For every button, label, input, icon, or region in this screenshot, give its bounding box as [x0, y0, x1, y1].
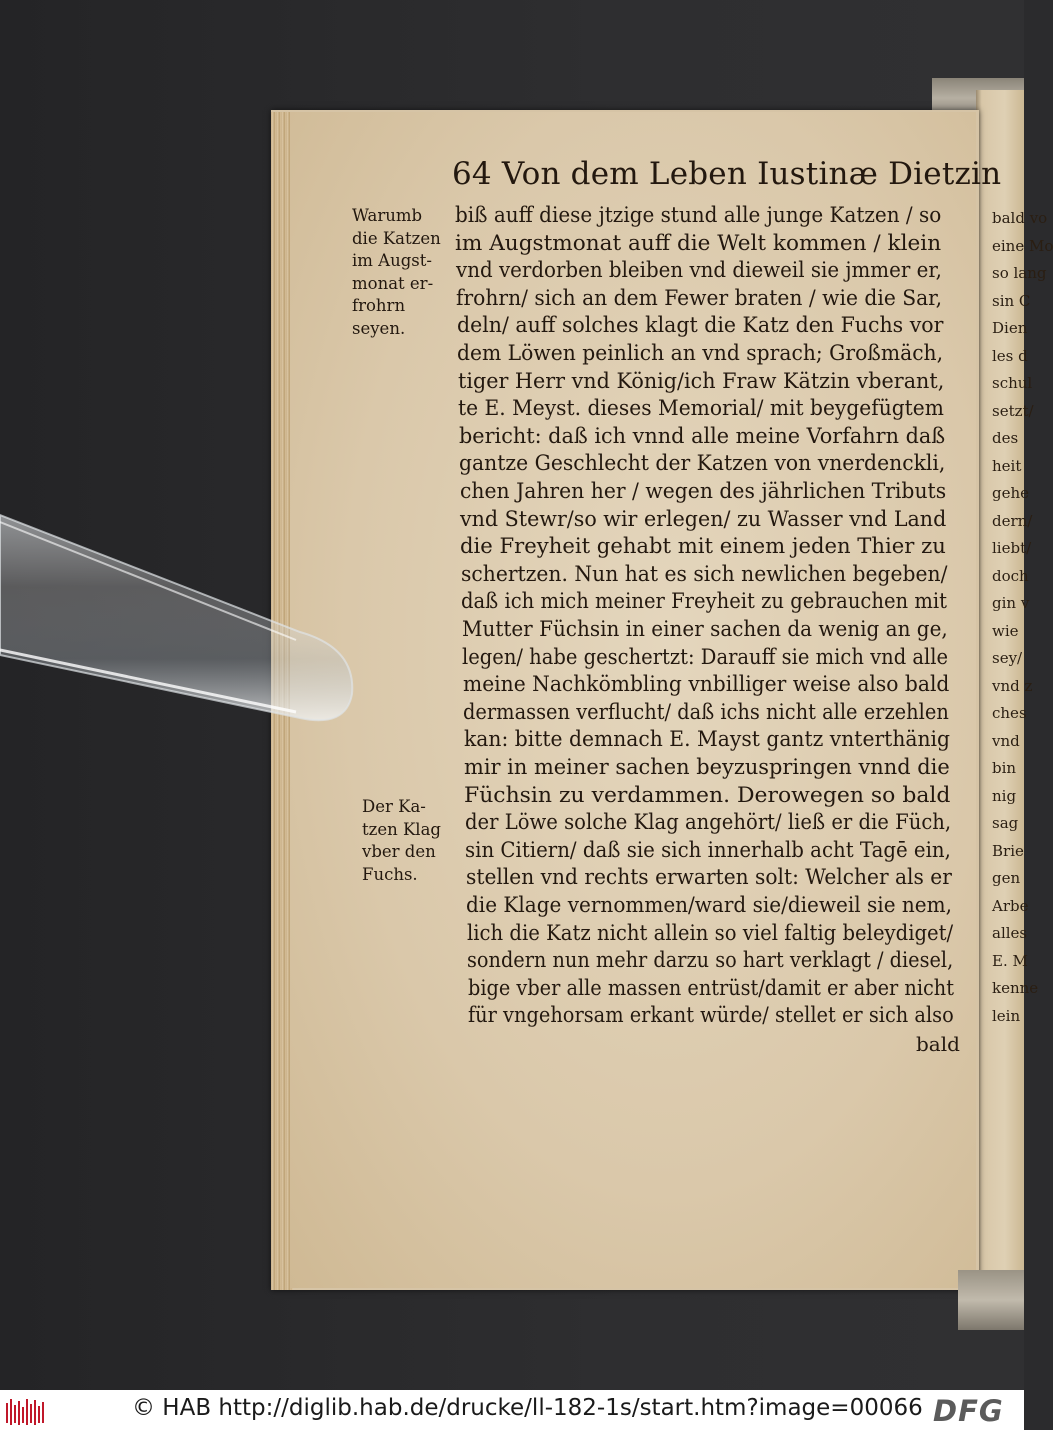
next-page-line: nig — [992, 786, 1017, 805]
text-line: stellen vnd rechts erwarten solt: Welcher als er — [465, 865, 952, 890]
margin-note-line: die Katzen — [352, 228, 441, 248]
dfg-logo: DFG — [933, 1394, 1004, 1428]
text-line: dermassen verflucht/ daß ichs nicht alle erzehlen — [463, 699, 949, 724]
text-line: die Freyheit gehabt mit einem jeden Thier zu — [460, 534, 947, 559]
next-page-line: bin — [992, 759, 1017, 777]
next-page-line: gin v — [992, 594, 1030, 612]
text-line: kan: bitte demnach E. Mayst gantz vnterthänig — [463, 727, 950, 752]
next-page-line: gen — [992, 869, 1021, 887]
catchword: bald — [916, 1032, 960, 1056]
text-line: sondern nun mehr darzu so hart verklagt / diesel, — [467, 948, 954, 973]
next-page-line: des — [992, 429, 1019, 447]
text-line: deln/ auff solches klagt die Katz den Fuchs vor — [456, 313, 944, 338]
next-page-line: sag — [992, 814, 1019, 832]
next-page-line: dern/ — [992, 511, 1033, 530]
text-line: legen/ habe geschertzt: Darauff sie mich vnd alle — [462, 644, 949, 669]
next-page-line: wie — [992, 621, 1019, 640]
text-line: im Augstmonat auff die Welt kommen / klein — [455, 230, 942, 255]
text-line: bericht: daß ich vnnd alle meine Vorfahrn daß — [458, 423, 945, 448]
margin-note-katzen — [352, 205, 441, 340]
next-page-line: sin C — [992, 291, 1031, 310]
margin-note-line: Warumb — [352, 206, 423, 225]
next-page-line: doch — [992, 566, 1029, 585]
text-line: vnd verdorben bleiben vnd dieweil sie jmmer er, — [455, 258, 942, 283]
text-line: dem Löwen peinlich an vnd sprach; Großmäch, — [457, 341, 944, 365]
text-line: tiger Herr vnd König/ich Fraw Kätzin vberant, — [457, 368, 944, 393]
running-head-title: Von dem Leben Iustinæ Dietzin — [501, 156, 1002, 192]
text-line: Füchsin zu verdammen. Derowegen so bald — [464, 782, 951, 807]
margin-note-line: im Augst- — [352, 251, 432, 270]
next-page-line: Dien — [992, 319, 1028, 337]
next-page-line: kenne — [992, 979, 1039, 997]
margin-note-line: frohrn — [352, 296, 406, 315]
next-page-line: liebt/ — [992, 539, 1032, 557]
text-line: der Löwe solche Klag angehört/ ließ er die Füch, — [464, 810, 952, 835]
text-line: die Klage vernommen/ward sie/dieweil sie nem, — [466, 893, 953, 917]
next-page-line: sey/ — [992, 649, 1023, 667]
text-line: daß ich mich meiner Freyheit zu gebrauchen mit — [461, 589, 948, 614]
running-head — [452, 156, 1001, 192]
next-page-line: heit — [992, 456, 1022, 475]
text-line: te E. Meyst. dieses Memorial/ mit beygefügtem — [458, 396, 945, 421]
next-page-line: vnd z — [992, 676, 1033, 695]
margin-note-line: Der Ka- — [362, 797, 426, 816]
next-page-line: eine Mo — [992, 236, 1053, 255]
text-line: gantze Geschlecht der Katzen von vnerdenckli, — [459, 451, 946, 476]
page-number: 64 — [452, 156, 492, 192]
text-line: schertzen. Nun hat es sich newlichen begeben/ — [460, 561, 948, 586]
margin-note-line: tzen Klag — [362, 819, 441, 839]
next-page-line: so lang — [992, 264, 1047, 282]
text-line: biß auff diese jtzige stund alle junge Katzen / so — [455, 203, 942, 227]
text-line: sin Citiern/ daß sie sich innerhalb acht Tagē ein, — [465, 837, 952, 862]
text-line: mir in meiner sachen beyzuspringen vnnd die — [464, 755, 950, 779]
next-page-line: les d — [992, 346, 1028, 365]
margin-note-line: monat er- — [352, 273, 434, 293]
margin-note-line: seyen. — [352, 318, 406, 338]
next-page-line: schul — [992, 374, 1033, 392]
margin-note-line: Fuchs. — [362, 864, 418, 884]
next-page-line: alles — [992, 924, 1028, 942]
text-line: vnd Stewr/so wir erlegen/ zu Wasser vnd Land — [459, 506, 947, 531]
text-line: frohrn/ sich an dem Fewer braten / wie die Sar, — [456, 285, 943, 310]
text-line: meine Nachkömbling vnbilliger weise also bald — [462, 672, 950, 697]
copyright-url[interactable]: © HAB http://diglib.hab.de/drucke/ll-182-1s/start.htm?image=00066 — [132, 1395, 923, 1421]
next-page-line: ches — [992, 704, 1027, 722]
text-line: für vngehorsam erkant würde/ stellet er sich also — [468, 1003, 954, 1028]
margin-note-klag — [362, 796, 441, 886]
text-line: Mutter Füchsin in einer sachen da wenig an ge, — [461, 617, 948, 641]
next-page-line: E. M — [992, 951, 1028, 970]
next-page-line: setzt/ — [992, 401, 1034, 420]
text-line: bige vber alle massen entrüst/damit er aber nicht — [467, 975, 954, 1000]
text-line: lich die Katz nicht allein so viel faltig beleydiget/ — [466, 920, 953, 945]
next-page-line: lein — [992, 1006, 1021, 1025]
next-page-line: bald vo — [992, 209, 1048, 227]
next-page-line: Brie — [992, 841, 1024, 860]
next-page-line: gehe — [992, 484, 1030, 502]
text-line: chen Jahren her / wegen des jährlichen Tributs — [459, 479, 946, 503]
next-page-line: vnd — [992, 731, 1020, 750]
margin-note-line: vber den — [362, 842, 436, 861]
next-page-text — [992, 205, 1053, 1105]
next-page-line: Arbe — [992, 896, 1029, 915]
book-binding-bottom — [958, 1270, 1024, 1330]
hab-barcode-icon — [6, 1399, 46, 1425]
